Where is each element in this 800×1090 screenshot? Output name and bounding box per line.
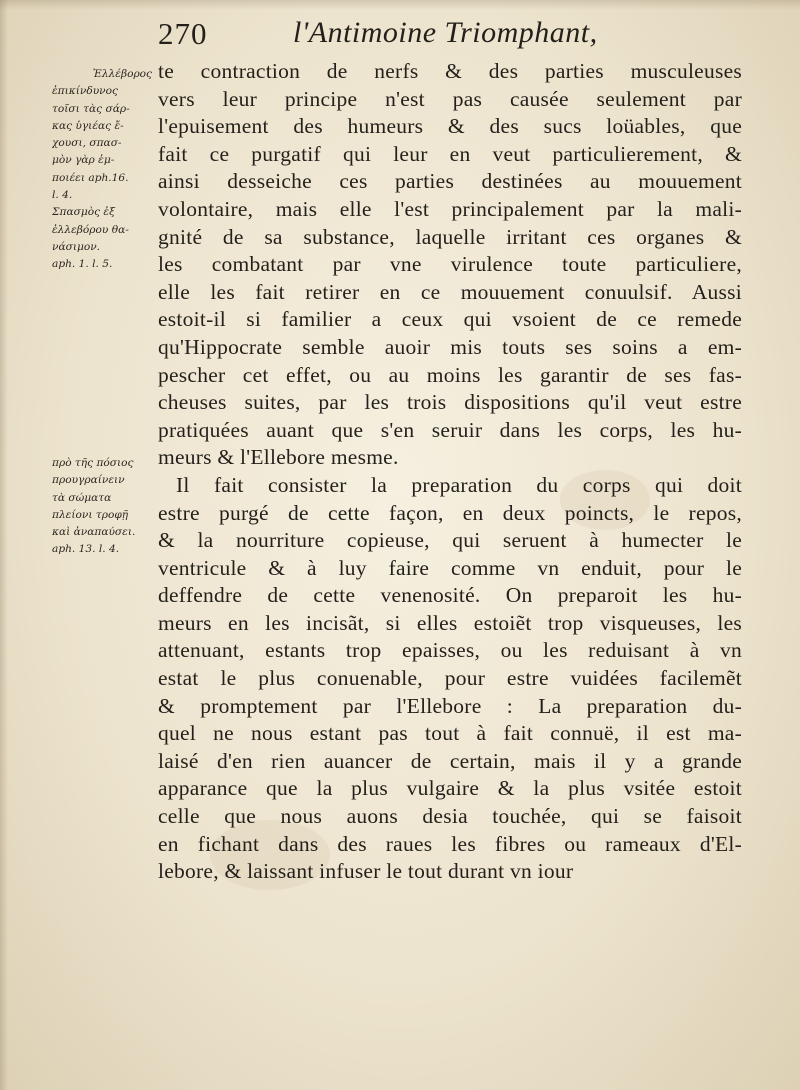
text-line: estre purgé de cette façon, en deux poincts, le repos, — [158, 500, 742, 525]
text-line: estat le plus conuenable, pour estre vuidées facilemẽt — [158, 666, 742, 691]
margin-note-line: ἐπικίνδυνος — [52, 85, 118, 98]
text-line: vers leur principe n'est pas causée seulement par — [158, 86, 742, 111]
text-line: & promptement par l'Ellebore : La preparation du- — [158, 693, 742, 718]
text-line: estoit-il si familier a ceux qui vsoient de ce remede — [158, 307, 742, 332]
margin-note-line: τοῖσι τὰς σάρ- — [52, 102, 130, 115]
text-line: les combatant par vne virulence toute particuliere, — [158, 252, 742, 277]
margin-note-line: l. 4. — [52, 189, 73, 202]
text-line: ventricule & à luy faire comme vn enduit, pour le — [158, 555, 742, 580]
text-line: lebore, & laissant infuser le tout durant vn iour — [158, 859, 574, 884]
text-line: gnité de sa substance, laquelle irritant ces organes & — [158, 224, 742, 249]
margin-note-line: πλείονι τροφῇ — [52, 508, 129, 521]
text-line: qu'Hippocrate semble auoir mis touts ses soins a em- — [158, 334, 742, 359]
margin-note-line: Ἐλλέβορος — [92, 68, 152, 80]
page-header — [158, 14, 778, 54]
text-line: Il fait consister la preparation du corps qui doit — [176, 472, 742, 497]
text-line: apparance que la plus vulgaire & la plus vsitée estoit — [158, 776, 742, 801]
text-line: celle que nous auons desia touchée, qui se faisoit — [158, 804, 742, 829]
text-line: fait ce purgatif qui leur en veut particulierement, & — [158, 141, 742, 166]
page-top-shadow — [0, 0, 800, 10]
margin-note-line: ἐλλεβόρου θα- — [52, 223, 129, 236]
body-text — [158, 58, 742, 886]
text-line: attenuant, estants trop epaisses, ou les reduisant à vn — [158, 638, 742, 663]
margin-note-line: κας ὑγιέας ἔ- — [52, 119, 124, 132]
text-line: cheuses suites, par les trois dispositions qu'il veut estre — [158, 390, 742, 415]
margin-note-line: χουσι, σπασ- — [52, 137, 122, 150]
text-line: l'epuisement des humeurs & des sucs loüables, que — [158, 114, 742, 139]
margin-note-line: aph. 13. l. 4. — [52, 543, 120, 556]
margin-note-line: προυγραίνειν — [52, 474, 125, 487]
text-line: pescher cet effet, ou au moins les garantir de ses fas- — [158, 362, 742, 387]
margin-note-line: καὶ ἀναπαύσει. — [52, 526, 136, 539]
text-line: te contraction de nerfs & des parties musculeuses — [158, 59, 742, 83]
text-line: laisé d'en rien auancer de certain, mais il y a grande — [158, 748, 742, 773]
margin-note-1 — [52, 66, 152, 274]
margin-note-line: aph. 1. l. 5. — [52, 258, 113, 271]
text-line: meurs & l'Ellebore mesme. — [158, 445, 399, 470]
text-line: pratiquées auant que s'en seruir dans les corps, les hu- — [158, 417, 742, 442]
text-line: deffendre de cette venenosité. On preparoit les hu- — [158, 583, 742, 608]
margin-note-line: μὸν γὰρ ἐμ- — [52, 154, 115, 167]
text-line: meurs en les incisãt, si elles estoiẽt trop visqueuses, les — [158, 610, 742, 635]
text-line: quel ne nous estant pas tout à fait connuë, il est ma- — [158, 721, 742, 746]
running-title: l'Antimoine Triomphant, — [293, 16, 598, 49]
text-line: volontaire, mais elle l'est principalement par la mali- — [158, 196, 742, 221]
page-number: 270 — [158, 16, 208, 51]
margin-note-line: τὰ σώματα — [52, 491, 112, 504]
text-line: elle les fait retirer en ce mouuement conuulsif. Aussi — [158, 279, 742, 304]
text-line: & la nourriture copieuse, qui seruent à humecter le — [158, 528, 742, 553]
margin-note-2 — [52, 455, 152, 559]
text-line: ainsi desseiche ces parties destinées au mouuement — [158, 169, 742, 194]
margin-note-line: Σπασμὸς ἐξ — [52, 206, 115, 219]
margin-note-line: πρὸ τῆς πόσιος — [52, 457, 134, 469]
page-edge-shadow — [0, 0, 8, 1090]
margin-note-line: ποιέει aph.16. — [52, 171, 129, 184]
margin-note-line: νάσιμον. — [52, 240, 101, 253]
text-line: en fichant dans des raues les fibres ou rameaux d'El- — [158, 831, 742, 856]
